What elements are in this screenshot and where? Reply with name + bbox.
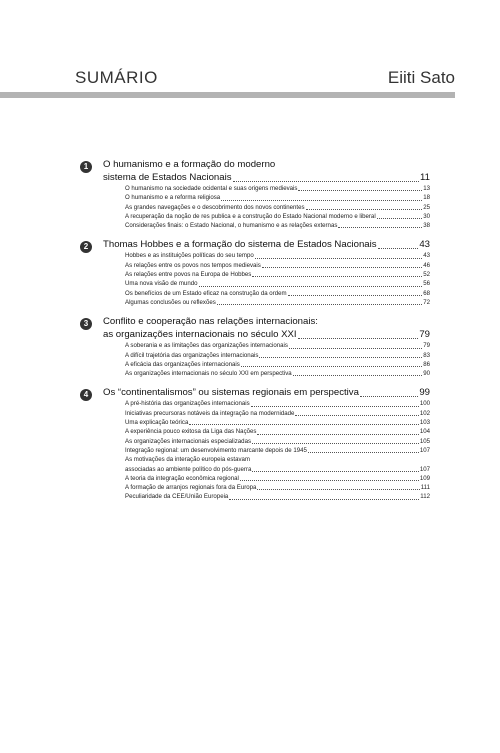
toc-entry-page: 100 [419, 400, 430, 408]
toc-entry-page: 52 [423, 271, 430, 279]
dot-leader [298, 190, 422, 191]
dot-leader [255, 258, 423, 259]
toc-entry [80, 193, 430, 202]
dot-leader [289, 348, 422, 349]
chapter-title-text: O humanismo e a formação do moderno [103, 159, 276, 170]
toc-entry-title: Uma explicação teórica [125, 419, 189, 427]
toc-entry-page: 56 [423, 280, 430, 288]
toc-entry [80, 446, 430, 455]
toc-entry [80, 492, 430, 501]
toc-entry [80, 369, 430, 378]
dot-leader [252, 276, 422, 277]
table-of-contents [80, 158, 430, 510]
toc-entry-page: 112 [420, 493, 430, 501]
dot-leader [199, 286, 423, 287]
dot-leader [257, 434, 418, 435]
toc-entry [80, 212, 430, 221]
chapter-2 [80, 238, 430, 307]
section-title: SUMÁRIO [75, 68, 158, 87]
toc-entry-page: 107 [419, 465, 430, 473]
chapter-page-number: 99 [419, 387, 430, 399]
dot-leader [259, 357, 422, 358]
dot-leader [308, 452, 419, 453]
toc-entry [80, 289, 430, 298]
toc-entry [80, 409, 430, 418]
toc-entry-title: A experiência pouco exitosa da Liga das Nações [125, 428, 257, 436]
toc-entry-page: 38 [423, 222, 430, 230]
toc-entry [80, 279, 430, 288]
chapter-title-line [80, 238, 430, 251]
chapter-page-number: 43 [419, 239, 430, 251]
chapter-title-text: Os “continentalismos” ou sistemas regionais em perspectiva [103, 387, 359, 399]
dot-leader [295, 415, 418, 416]
chapter-number-icon: 4 [80, 389, 92, 401]
dot-leader [252, 471, 418, 472]
dot-leader [251, 406, 419, 407]
toc-entry-page: 25 [423, 203, 430, 211]
toc-entry [80, 483, 430, 492]
chapter-title-text: as organizações internacionais no século XXI [103, 329, 297, 341]
chapter-title-text: Thomas Hobbes e a formação do sistema de Estados Nacionais [103, 239, 377, 251]
toc-entry-page: 109 [419, 474, 430, 482]
header-rule [0, 92, 455, 98]
toc-entry [80, 341, 430, 350]
toc-entry-title: A formação de arranjos regionais fora da Europa [125, 484, 257, 492]
chapter-title-line [80, 171, 430, 184]
toc-entry-page: 43 [423, 252, 430, 260]
toc-entry-title: Algumas conclusões ou reflexões [125, 298, 216, 306]
dot-leader [257, 489, 419, 490]
toc-entry-title: A soberania e as limitações das organizações internacionais [125, 342, 288, 350]
chapter-1 [80, 158, 430, 230]
toc-entry-title: O humanismo e a reforma religiosa [125, 194, 221, 202]
dot-leader [262, 267, 422, 268]
toc-entry [80, 251, 430, 260]
toc-entry-title: Os benefícios de um Estado eficaz na construção da ordem [125, 289, 287, 297]
toc-entry [80, 399, 430, 408]
toc-entry-title: As relações entre povos na Europa de Hobbes [125, 271, 252, 279]
toc-entry-page: 83 [423, 351, 430, 359]
toc-entry [80, 418, 430, 427]
dot-leader [288, 295, 423, 296]
toc-entry-title: As relações entre os povos nos tempos medievais [125, 261, 261, 269]
toc-entry-title: Considerações finais: o Estado Nacional, o humanismo e as relações externas [125, 222, 338, 230]
toc-entry-title: As grandes navegações e o descobrimento dos novos continentes [125, 203, 305, 211]
toc-entry-title: Hobbes e as instituições políticas do seu tempo [125, 252, 254, 260]
toc-entry-page: 107 [419, 446, 430, 454]
dot-leader [298, 338, 419, 339]
toc-entry [80, 298, 430, 307]
toc-entry-page: 111 [420, 484, 430, 492]
toc-entry-title: A difícil trajetória das organizações internacionais [125, 351, 259, 359]
toc-entry-title: A recuperação da noção de res publica e a construção do Estado Nacional moderno e liberal [125, 212, 376, 220]
dot-leader [217, 304, 422, 305]
toc-entry-page: 72 [423, 298, 430, 306]
dot-leader [338, 227, 422, 228]
chapter-number-icon: 1 [80, 161, 92, 173]
chapter-title-line [80, 158, 430, 171]
toc-entry [80, 437, 430, 446]
chapter-4 [80, 386, 430, 501]
toc-entry-page: 13 [423, 185, 430, 192]
dot-leader [377, 218, 423, 219]
toc-entry-page: 105 [419, 437, 430, 445]
toc-entry [80, 203, 430, 212]
toc-entry-title: A teoria da integração econômica regional [125, 474, 239, 482]
toc-entry-title: associadas ao ambiente político do pós-guerra [125, 465, 252, 473]
toc-entry [80, 427, 430, 436]
author-name: Eiiti Sato [387, 68, 455, 87]
toc-entry-page: 46 [423, 261, 430, 269]
chapter-title-line [80, 386, 430, 399]
chapter-title-text: sistema de Estados Nacionais [103, 172, 232, 183]
toc-entry [80, 474, 430, 483]
chapter-title-line [80, 328, 430, 341]
toc-entry [80, 465, 430, 474]
toc-entry-page: 30 [423, 212, 430, 220]
dot-leader [229, 499, 419, 500]
chapter-title-text: Conflito e cooperação nas relações internacionais: [103, 316, 318, 328]
dot-leader [189, 424, 418, 425]
toc-entry [80, 221, 430, 230]
toc-entry-title: A eficácia das organizações internacionais [125, 360, 240, 368]
toc-entry-title: As organizações internacionais no século XXI em perspectiva [125, 370, 292, 378]
toc-entry [80, 261, 430, 270]
toc-entry-page: 102 [419, 409, 430, 417]
toc-entry-title: A pré-história das organizações internacionais [125, 400, 250, 408]
toc-entry-page: 86 [423, 360, 430, 368]
toc-entry [80, 184, 430, 193]
toc-entry-title: Peculiaridade da CEE/União Europeia [125, 493, 229, 501]
dot-leader [252, 443, 419, 444]
chapter-number-icon: 2 [80, 241, 92, 253]
toc-entry-title: Iniciativas precursoras notáveis da integração na modernidade [125, 409, 295, 417]
toc-entry-page: 90 [423, 370, 430, 378]
dot-leader [221, 200, 422, 201]
dot-leader [233, 181, 420, 182]
toc-entry [80, 351, 430, 360]
toc-entry-page: 104 [419, 428, 430, 436]
chapter-title-line [80, 315, 430, 328]
chapter-page-number: 11 [420, 172, 430, 183]
toc-entry [80, 455, 430, 464]
toc-entry-page: 68 [423, 289, 430, 297]
chapter-page-number: 79 [419, 329, 430, 341]
dot-leader [360, 396, 418, 397]
toc-entry-title: Uma nova visão de mundo [125, 280, 198, 288]
toc-entry-page: 18 [423, 194, 430, 202]
dot-leader [241, 366, 422, 367]
running-header [75, 68, 455, 90]
toc-entry-title: O humanismo na sociedade ocidental e suas origens medievais [125, 185, 298, 192]
dot-leader [293, 375, 423, 376]
dot-leader [378, 248, 419, 249]
toc-entry-title: As organizações internacionais especializadas [125, 437, 252, 445]
toc-entry-page: 103 [419, 419, 430, 427]
dot-leader [306, 209, 423, 210]
chapter-3 [80, 315, 430, 378]
toc-entry [80, 270, 430, 279]
toc-entry [80, 360, 430, 369]
toc-entry-title: Integração regional: um desenvolvimento marcante depois de 1945 [125, 446, 307, 454]
toc-entry-title: As motivações da interação europeia estavam [125, 456, 250, 464]
dot-leader [240, 480, 419, 481]
chapter-number-icon: 3 [80, 318, 92, 330]
toc-entry-page: 79 [423, 342, 430, 350]
